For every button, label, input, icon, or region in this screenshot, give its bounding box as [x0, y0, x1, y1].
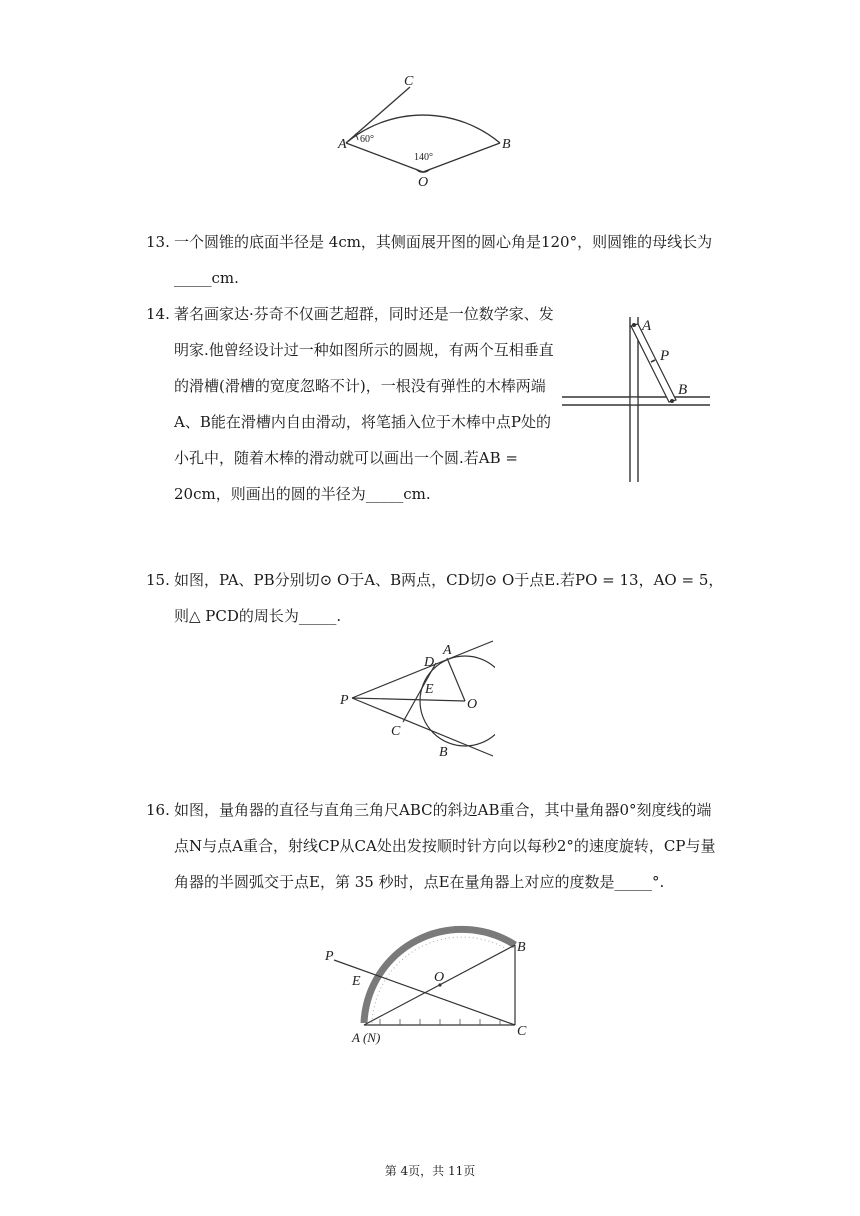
- question-15: [146, 562, 726, 634]
- sector-figure: [330, 70, 530, 190]
- label-O: O: [434, 970, 445, 985]
- label-E: E: [425, 682, 434, 697]
- label-A: A: [338, 137, 347, 152]
- page-footer: 第 4页，共 11页: [384, 1164, 476, 1178]
- label-D: D: [424, 655, 435, 670]
- label-C: C: [391, 724, 401, 739]
- label-C: C: [404, 74, 414, 89]
- label-B: B: [502, 137, 511, 152]
- label-B: B: [439, 745, 448, 760]
- question-text: 著名画家达·芬奇不仅画艺超群，同时还是一位数学家、发明家.他曾经设计过一种如图所示的圆规，有两个互相垂直的滑槽(滑槽的宽度忽略不计)，一根没有弹性的木棒两端A、B能在滑槽内自由滑动，将笔插入位于木棒中点P处的小孔中，随着木棒的滑动就可以画出一个圆.若AB = 20cm，则画出的圆的半径为_____cm.: [174, 305, 554, 503]
- question-text: 如图，量角器的直径与直角三角尺ABC的斜边AB重合，其中量角器0°刻度线的端点N与点A重合，射线CP从CA处出发按顺时针方向以每秒2°的速度旋转，CP与量角器的半圆弧交于点E，第 35 秒时，点E在量角器上对应的度数是_____°.: [174, 801, 716, 891]
- question-16: [146, 792, 726, 900]
- label-A: A: [642, 318, 652, 334]
- protractor-figure: [320, 895, 535, 1055]
- compass-figure: [560, 312, 715, 487]
- label-B: B: [678, 382, 688, 398]
- question-number: 13.: [146, 233, 170, 251]
- label-A-N: A (N): [352, 1030, 381, 1045]
- question-13: [146, 224, 726, 296]
- question-text: 一个圆锥的底面半径是 4cm，其侧面展开图的圆心角是120°，则圆锥的母线长为_____cm.: [174, 233, 713, 287]
- angle-140-label: 140°: [414, 152, 433, 163]
- question-number: 14.: [146, 305, 170, 323]
- question-number: 16.: [146, 801, 170, 819]
- label-P: P: [660, 348, 670, 364]
- angle-60-label: 60°: [360, 134, 374, 145]
- label-P: P: [340, 693, 349, 708]
- question-text: 如图，PA、PB分别切⊙ O于A、B两点，CD切⊙ O于点E.若PO = 13，AO = 5，则△ PCD的周长为_____.: [174, 571, 724, 625]
- label-C: C: [517, 1024, 527, 1039]
- label-O: O: [467, 697, 478, 712]
- label-B: B: [517, 940, 526, 955]
- tangent-figure: [335, 638, 495, 763]
- question-14: [146, 296, 556, 512]
- question-number: 15.: [146, 571, 170, 589]
- label-P: P: [325, 949, 334, 964]
- label-A: A: [443, 643, 452, 658]
- label-O: O: [418, 175, 429, 190]
- label-E: E: [352, 974, 361, 989]
